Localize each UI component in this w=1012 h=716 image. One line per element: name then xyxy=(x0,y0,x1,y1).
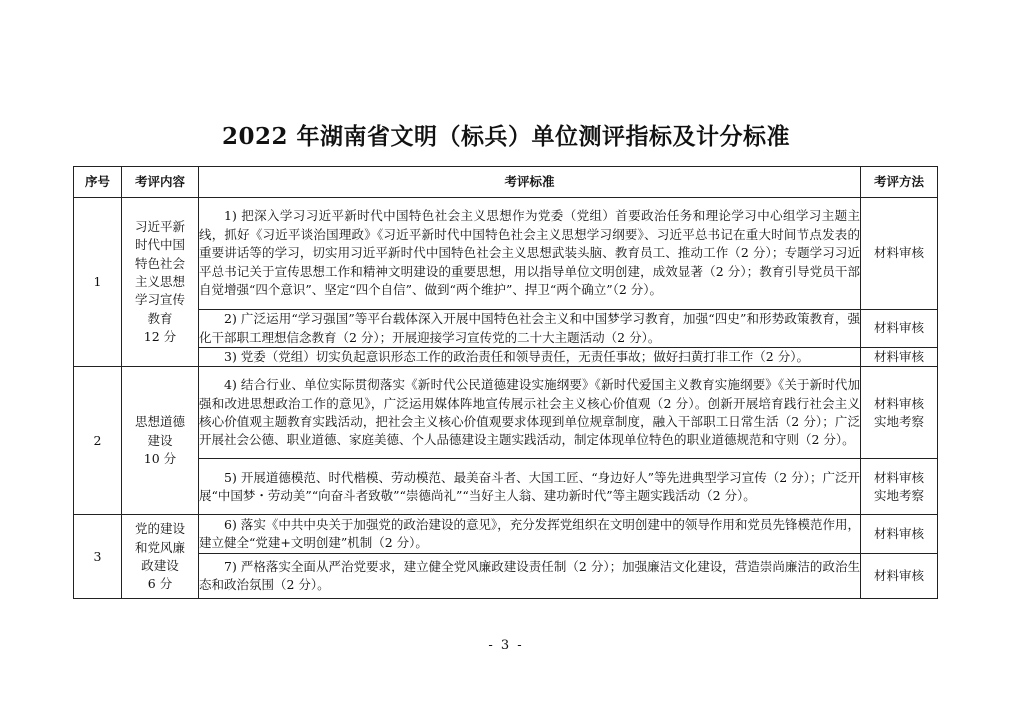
category-line: 党的建设 xyxy=(134,521,185,537)
standard-cell xyxy=(199,198,861,310)
method-label: 材料审核 xyxy=(873,245,924,261)
category-line: 和党风廉 xyxy=(134,539,185,555)
method-cell xyxy=(861,310,938,348)
category-line: 特色社会 xyxy=(134,255,185,271)
method-label: 材料审核 xyxy=(873,320,924,336)
category-line: 主义思想 xyxy=(134,274,185,289)
standard-cell xyxy=(199,515,861,554)
standard-cell xyxy=(199,348,861,367)
table-row xyxy=(74,310,938,348)
standard-cell xyxy=(199,459,861,515)
standard-text: 5) 开展道德模范、时代楷模、劳动模范、最美奋斗者、大国工匠、“身边好人”等先进典型学习宣传（2 分）；广泛开展“中国梦・劳动美”“向奋斗者致敬”“崇德尚礼”“当好主人翁、建功新时代”等主题实践活动（2 分）。 xyxy=(199,469,860,503)
category-line: 思想道德 xyxy=(134,414,185,430)
header-no: 序号 xyxy=(74,167,122,198)
row-number: 2 xyxy=(74,367,122,515)
category-line: 时代中国 xyxy=(134,237,185,253)
category-score: 12 分 xyxy=(143,329,177,345)
category-line: 学习宣传 xyxy=(134,292,185,308)
table-row xyxy=(74,198,938,310)
method-label: 材料审核 xyxy=(873,395,924,411)
standard-cell xyxy=(199,310,861,348)
table-row xyxy=(74,459,938,515)
method-label: 材料审核 xyxy=(873,349,924,364)
table-header-row xyxy=(74,167,938,198)
method-label: 材料审核 xyxy=(873,526,924,542)
method-label: 材料审核 xyxy=(873,568,924,584)
category-cell xyxy=(122,515,199,599)
method-cell xyxy=(861,198,938,310)
category-score: 6 分 xyxy=(147,576,173,592)
method-label: 材料审核 xyxy=(873,469,924,485)
method-label: 实地考察 xyxy=(873,413,924,429)
standard-cell xyxy=(199,554,861,599)
table-row xyxy=(74,554,938,599)
page-number: - 3 - xyxy=(488,638,524,653)
method-cell xyxy=(861,554,938,599)
category-line: 建设 xyxy=(147,432,173,448)
table-row xyxy=(74,367,938,459)
standard-text: 1) 把深入学习习近平新时代中国特色社会主义思想作为党委（党组）首要政治任务和理论学习中心组学习主题主线，抓好《习近平谈治国理政》《习近平新时代中国特色社会主义思想学习纲要》、习近平总书记在重大时间节点发表的重要讲话等的学习，切实用习近平新时代中国特色社会主义思想武装头脑、教育员工、推动工作（2 分）；专题学习习近平总书记关于宣传思想工作和精神文明建设的重要思想，用以指导单位文明创建，成效显著（2 分）；教育引导党员干部自觉增强“四个意识”、坚定“四个自信”、做到“两个维护”、捍卫“两个确立”（2 分）。 xyxy=(199,208,860,298)
table-row xyxy=(74,348,938,367)
category-line: 习近平新 xyxy=(134,218,185,234)
evaluation-table xyxy=(73,166,938,599)
standard-text: 4) 结合行业、单位实际贯彻落实《新时代公民道德建设实施纲要》《新时代爱国主义教育实施纲要》《关于新时代加强和改进思想政治工作的意见》，广泛运用媒体阵地宣传展示社会主义核心价值观（2 分）。创新开展培育践行社会主义核心价值观主题教育实践活动，把社会主义核心价值观要求体现到单位规章制度，融入干部职工日常生活（2 分）；广泛开展社会公德、职业道德、家庭美德、个人品德建设主题实践活动，制定体现单位特色的职业道德规范和守则（2 分）。 xyxy=(199,377,860,448)
standard-text: 7) 严格落实全面从严治党要求，建立健全党风廉政建设责任制（2 分）；加强廉洁文化建设，营造崇尚廉洁的政治生态和政治氛围（2 分）。 xyxy=(199,559,860,593)
method-label: 实地考察 xyxy=(873,487,924,503)
method-cell xyxy=(861,459,938,515)
standard-text: 2) 广泛运用“学习强国”等平台载体深入开展中国特色社会主义和中国梦学习教育，加强“四史”和形势政策教育，强化干部职工理想信念教育（2 分）；开展迎接学习宣传党的二十大主题活动（2 分）。 xyxy=(199,311,860,345)
document-title: 2022 年湖南省文明（标兵）单位测评指标及计分标准 xyxy=(221,123,791,150)
category-cell xyxy=(122,198,199,367)
row-number: 1 xyxy=(74,198,122,367)
row-number: 3 xyxy=(74,515,122,599)
category-line: 教育 xyxy=(147,310,173,326)
header-standard: 考评标准 xyxy=(199,167,861,198)
standard-text: 3) 党委（党组）切实负起意识形态工作的政治责任和领导责任，无责任事故；做好扫黄打非工作（2 分）。 xyxy=(224,349,809,364)
method-cell xyxy=(861,348,938,367)
method-cell xyxy=(861,515,938,554)
category-line: 政建设 xyxy=(141,557,179,573)
method-cell xyxy=(861,367,938,459)
header-content: 考评内容 xyxy=(122,167,199,198)
category-score: 10 分 xyxy=(143,451,177,467)
table-row xyxy=(74,515,938,554)
category-cell xyxy=(122,367,199,515)
standard-text: 6) 落实《中共中央关于加强党的政治建设的意见》，充分发挥党组织在文明创建中的领导作用和党员先锋模范作用，建立健全“党建+文明创建”机制（2 分）。 xyxy=(199,517,860,551)
header-method: 考评方法 xyxy=(861,167,938,198)
standard-cell xyxy=(199,367,861,459)
